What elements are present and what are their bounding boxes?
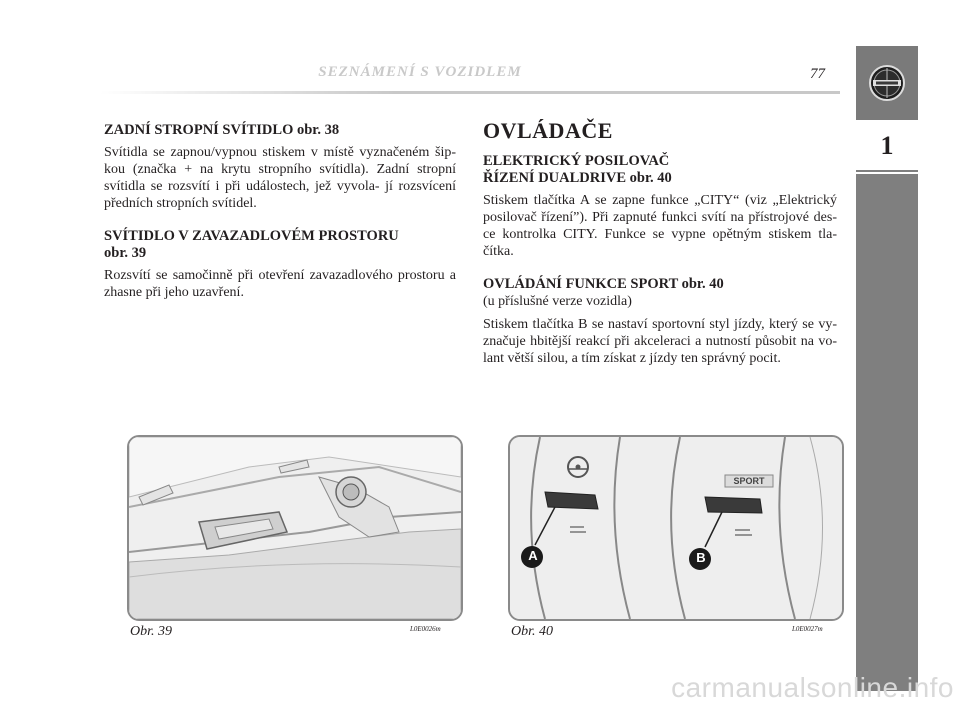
section-subtitle-sport: (u příslušné verze vozidla) — [483, 294, 632, 309]
section-heading-rear-light: ZADNÍ STROPNÍ SVÍTIDLO obr. 38 — [104, 122, 340, 138]
section-heading-trunk-light-ref: obr. 39 — [104, 245, 147, 261]
dashboard-buttons-illustration — [510, 437, 842, 619]
chapter-number: 1 — [856, 122, 918, 170]
section-text-rear-light: Svítidla se zapnou/vypnou stiskem v místě vyznačeném šip- kou (značka + na krytu stropního svítidla). Zadní stropní svítidla se rozsvítí i při událostech, jež vyvola- jí rozsvícení předních stropních svítidel. — [104, 145, 456, 211]
section-text-dualdrive: Stiskem tlačítka A se zapne funkce „CITY“ (viz „Elektrický posilovač řízení”). Při zapnuté funkci svítí na přístrojové des- ce kontrolka CITY. Funkce se vypne opětným stiskem tla- čítka. — [483, 193, 837, 259]
lancia-logo-icon — [856, 46, 918, 120]
sidebar-divider — [856, 172, 918, 174]
sport-button-label: SPORT — [733, 476, 765, 486]
right-column — [483, 118, 837, 383]
section-heading-dualdrive: ŘÍZENÍ DUALDRIVE obr. 40 — [483, 170, 672, 186]
running-header-title: SEZNÁMENÍ S VOZIDLEM — [318, 64, 522, 80]
figure-40-dashboard-buttons — [508, 435, 844, 621]
section-heading-power-steering: ELEKTRICKÝ POSILOVAČ — [483, 153, 670, 169]
button-b-label: B — [696, 550, 706, 565]
main-heading-controls: OVLÁDAČE — [483, 118, 613, 143]
section-heading-trunk-light: SVÍTIDLO V ZAVAZADLOVÉM PROSTORU — [104, 228, 399, 244]
button-a-label: A — [528, 548, 538, 563]
figure-39-trunk-light — [127, 435, 463, 621]
lancia-logo-box — [856, 46, 918, 122]
figure-40-code: L0E0027m — [792, 625, 823, 633]
figure-39-code: L0E0026m — [410, 625, 441, 633]
watermark: carmanualsonline.info — [671, 672, 954, 703]
figure-40-caption: Obr. 40 — [511, 624, 554, 639]
header-rule — [100, 91, 840, 94]
trunk-light-illustration — [129, 437, 461, 619]
left-column — [104, 122, 456, 317]
chapter-sidebar — [856, 46, 918, 691]
figure-39-caption: Obr. 39 — [130, 624, 173, 639]
page-number: 77 — [810, 66, 825, 82]
section-text-trunk-light: Rozsvítí se samočinně při otevření zavazadlového prostoru a zhasne při jeho uzavření. — [104, 268, 456, 300]
section-text-sport: Stiskem tlačítka B se nastaví sportovní styl jízdy, který se vy- značuje hbitější reakcí při akceleraci a nutností působit na vo- lant větší silou, a tím získat z jízdy ten správný pocit. — [483, 317, 837, 366]
section-heading-sport: OVLÁDÁNÍ FUNKCE SPORT obr. 40 — [483, 276, 724, 292]
